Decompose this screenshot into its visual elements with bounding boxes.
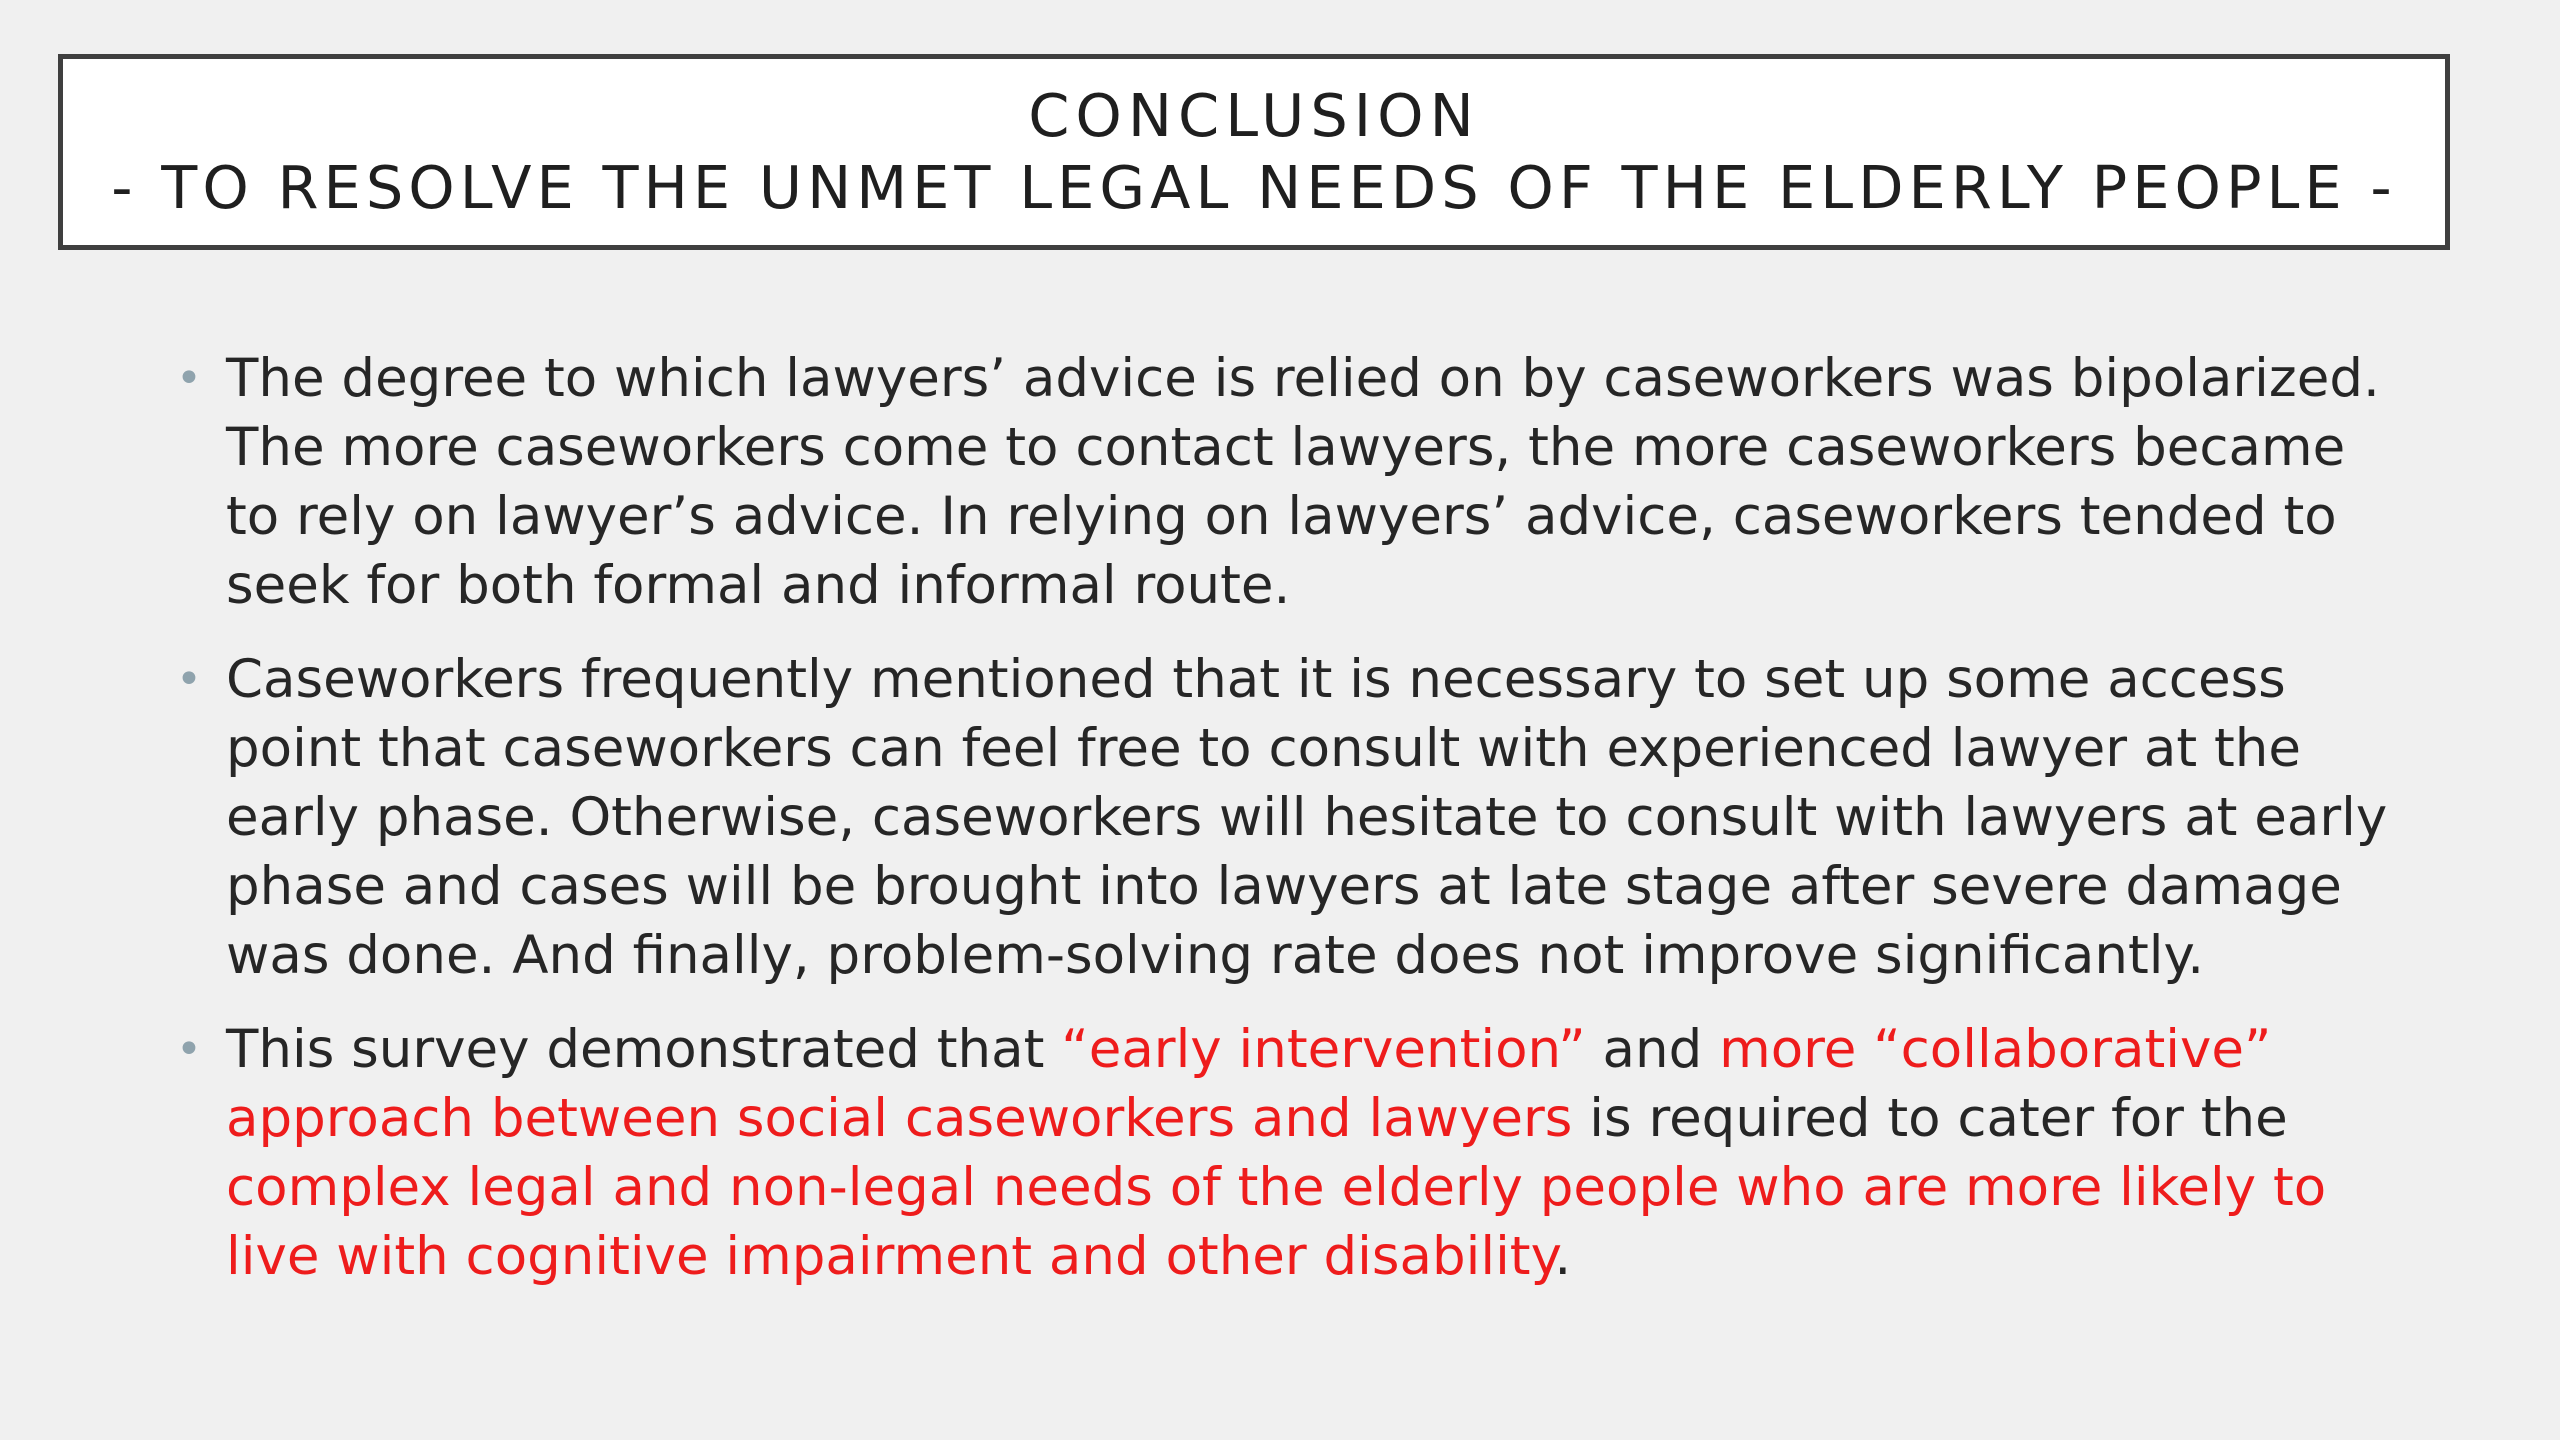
bullet-item-reliance: [176, 344, 2406, 620]
bullet-marker: •: [176, 1024, 202, 1075]
bullet-text-segment: This survey demonstrated that: [226, 1019, 1062, 1080]
bullet-marker: •: [176, 353, 202, 404]
bullet-text-segment: and: [1585, 1019, 1720, 1080]
emphasis-text-early-intervention: “early intervention”: [1061, 1019, 1586, 1080]
slide-subtitle: - TO RESOLVE THE UNMET LEGAL NEEDS OF THE ELDERLY PEOPLE -: [111, 153, 2397, 222]
bullet-text-segment: .: [1554, 1226, 1572, 1287]
bullet-text: The degree to which lawyers’ advice is relied on by caseworkers was bipolarized. The more caseworkers come to contact lawyers, the more caseworkers became to rely on lawyer’s advice. In relying on lawyers’ advice, caseworkers tended to seek for both formal and informal route.: [226, 348, 2380, 616]
bullet-list: [176, 344, 2406, 1316]
emphasis-text-collaborative-approach: more “collaborative” approach between social caseworkers and lawyers: [226, 1019, 2272, 1149]
bullet-text-segment: is required to cater for the: [1572, 1088, 2288, 1149]
bullet-text: Caseworkers frequently mentioned that it is necessary to set up some access point that caseworkers can feel free to consult with experienced lawyer at the early phase. Otherwise, caseworkers will hesitate to consult with lawyers at early phase and cases will be brought into lawyers at late stage after severe damage was done. And finally, problem-solving rate does not improve significantly.: [226, 649, 2388, 986]
bullet-item-survey-conclusion: [176, 1015, 2406, 1291]
emphasis-text-complex-needs: complex legal and non-legal needs of the elderly people who are more likely to live with cognitive impairment and other disability: [226, 1157, 2327, 1287]
title-box: [58, 54, 2450, 250]
bullet-marker: •: [176, 654, 202, 705]
slide-title: CONCLUSION: [1028, 81, 1480, 150]
bullet-item-access-point: [176, 645, 2406, 990]
